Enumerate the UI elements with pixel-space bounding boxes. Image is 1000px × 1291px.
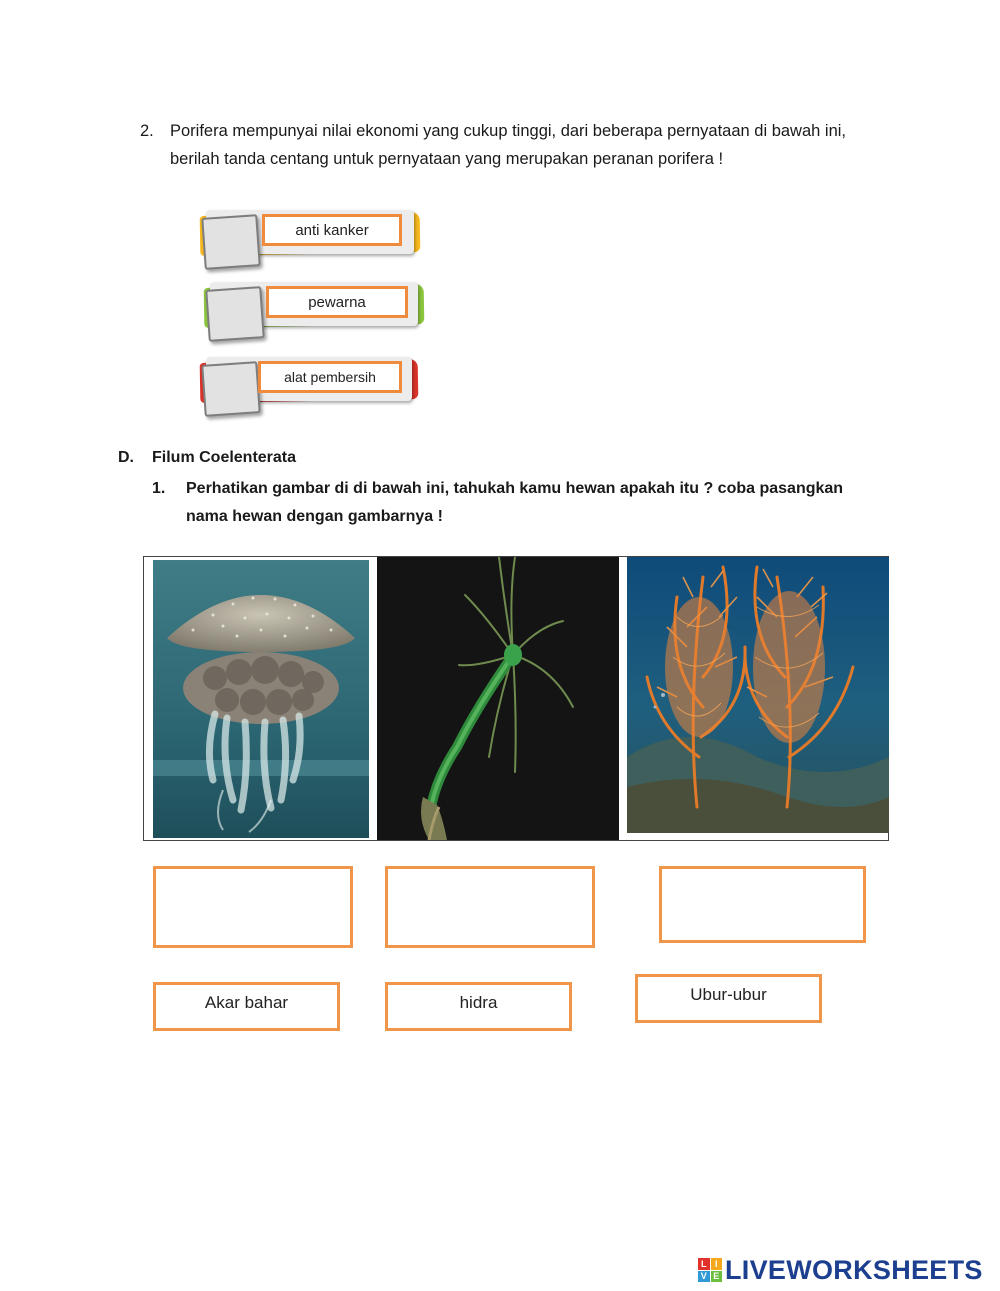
jellyfish-photo <box>153 560 369 838</box>
option-pewarna <box>204 280 426 330</box>
brand-name: LIVEWORKSHEETS <box>725 1254 983 1285</box>
question-2 <box>140 117 900 173</box>
word-ubur-ubur[interactable]: Ubur-ubur <box>635 974 822 1023</box>
option-label-anti-kanker: anti kanker <box>262 214 402 246</box>
brand-footer <box>698 1255 983 1285</box>
checkbox-anti-kanker[interactable] <box>201 214 260 270</box>
question-1 <box>152 475 852 531</box>
checkbox-pewarna[interactable] <box>205 286 264 342</box>
answer-box-3[interactable] <box>659 866 866 943</box>
option-label-pewarna: pewarna <box>266 286 408 318</box>
question-2-text: Porifera mempunyai nilai ekonomi yang cukup tinggi, dari beberapa pernyataan di bawah ini, berilah tanda centang untuk pernyataan yang merupakan peranan porifera ! <box>170 122 846 168</box>
photo-strip <box>143 556 889 841</box>
section-title: Filum Coelenterata <box>152 449 297 466</box>
checkbox-alat-pembersih[interactable] <box>201 361 260 417</box>
answer-box-1[interactable] <box>153 866 353 948</box>
question-1-number: 1. <box>152 480 166 497</box>
liveworksheets-logo-icon: L I V E <box>698 1258 722 1282</box>
answer-box-2[interactable] <box>385 866 595 948</box>
question-2-number: 2. <box>140 122 154 140</box>
question-1-text: Perhatikan gambar di di bawah ini, tahukah kamu hewan apakah itu ? coba pasangkan nama hewan dengan gambarnya ! <box>186 480 844 525</box>
sea-fan-coral-photo <box>627 557 889 833</box>
word-hidra[interactable]: hidra <box>385 982 572 1031</box>
option-alat-pembersih <box>200 355 422 405</box>
hydra-photo <box>377 557 619 840</box>
option-label-alat-pembersih: alat pembersih <box>258 361 402 393</box>
word-akar-bahar[interactable]: Akar bahar <box>153 982 340 1031</box>
section-letter: D. <box>118 449 134 466</box>
option-anti-kanker <box>200 208 422 258</box>
